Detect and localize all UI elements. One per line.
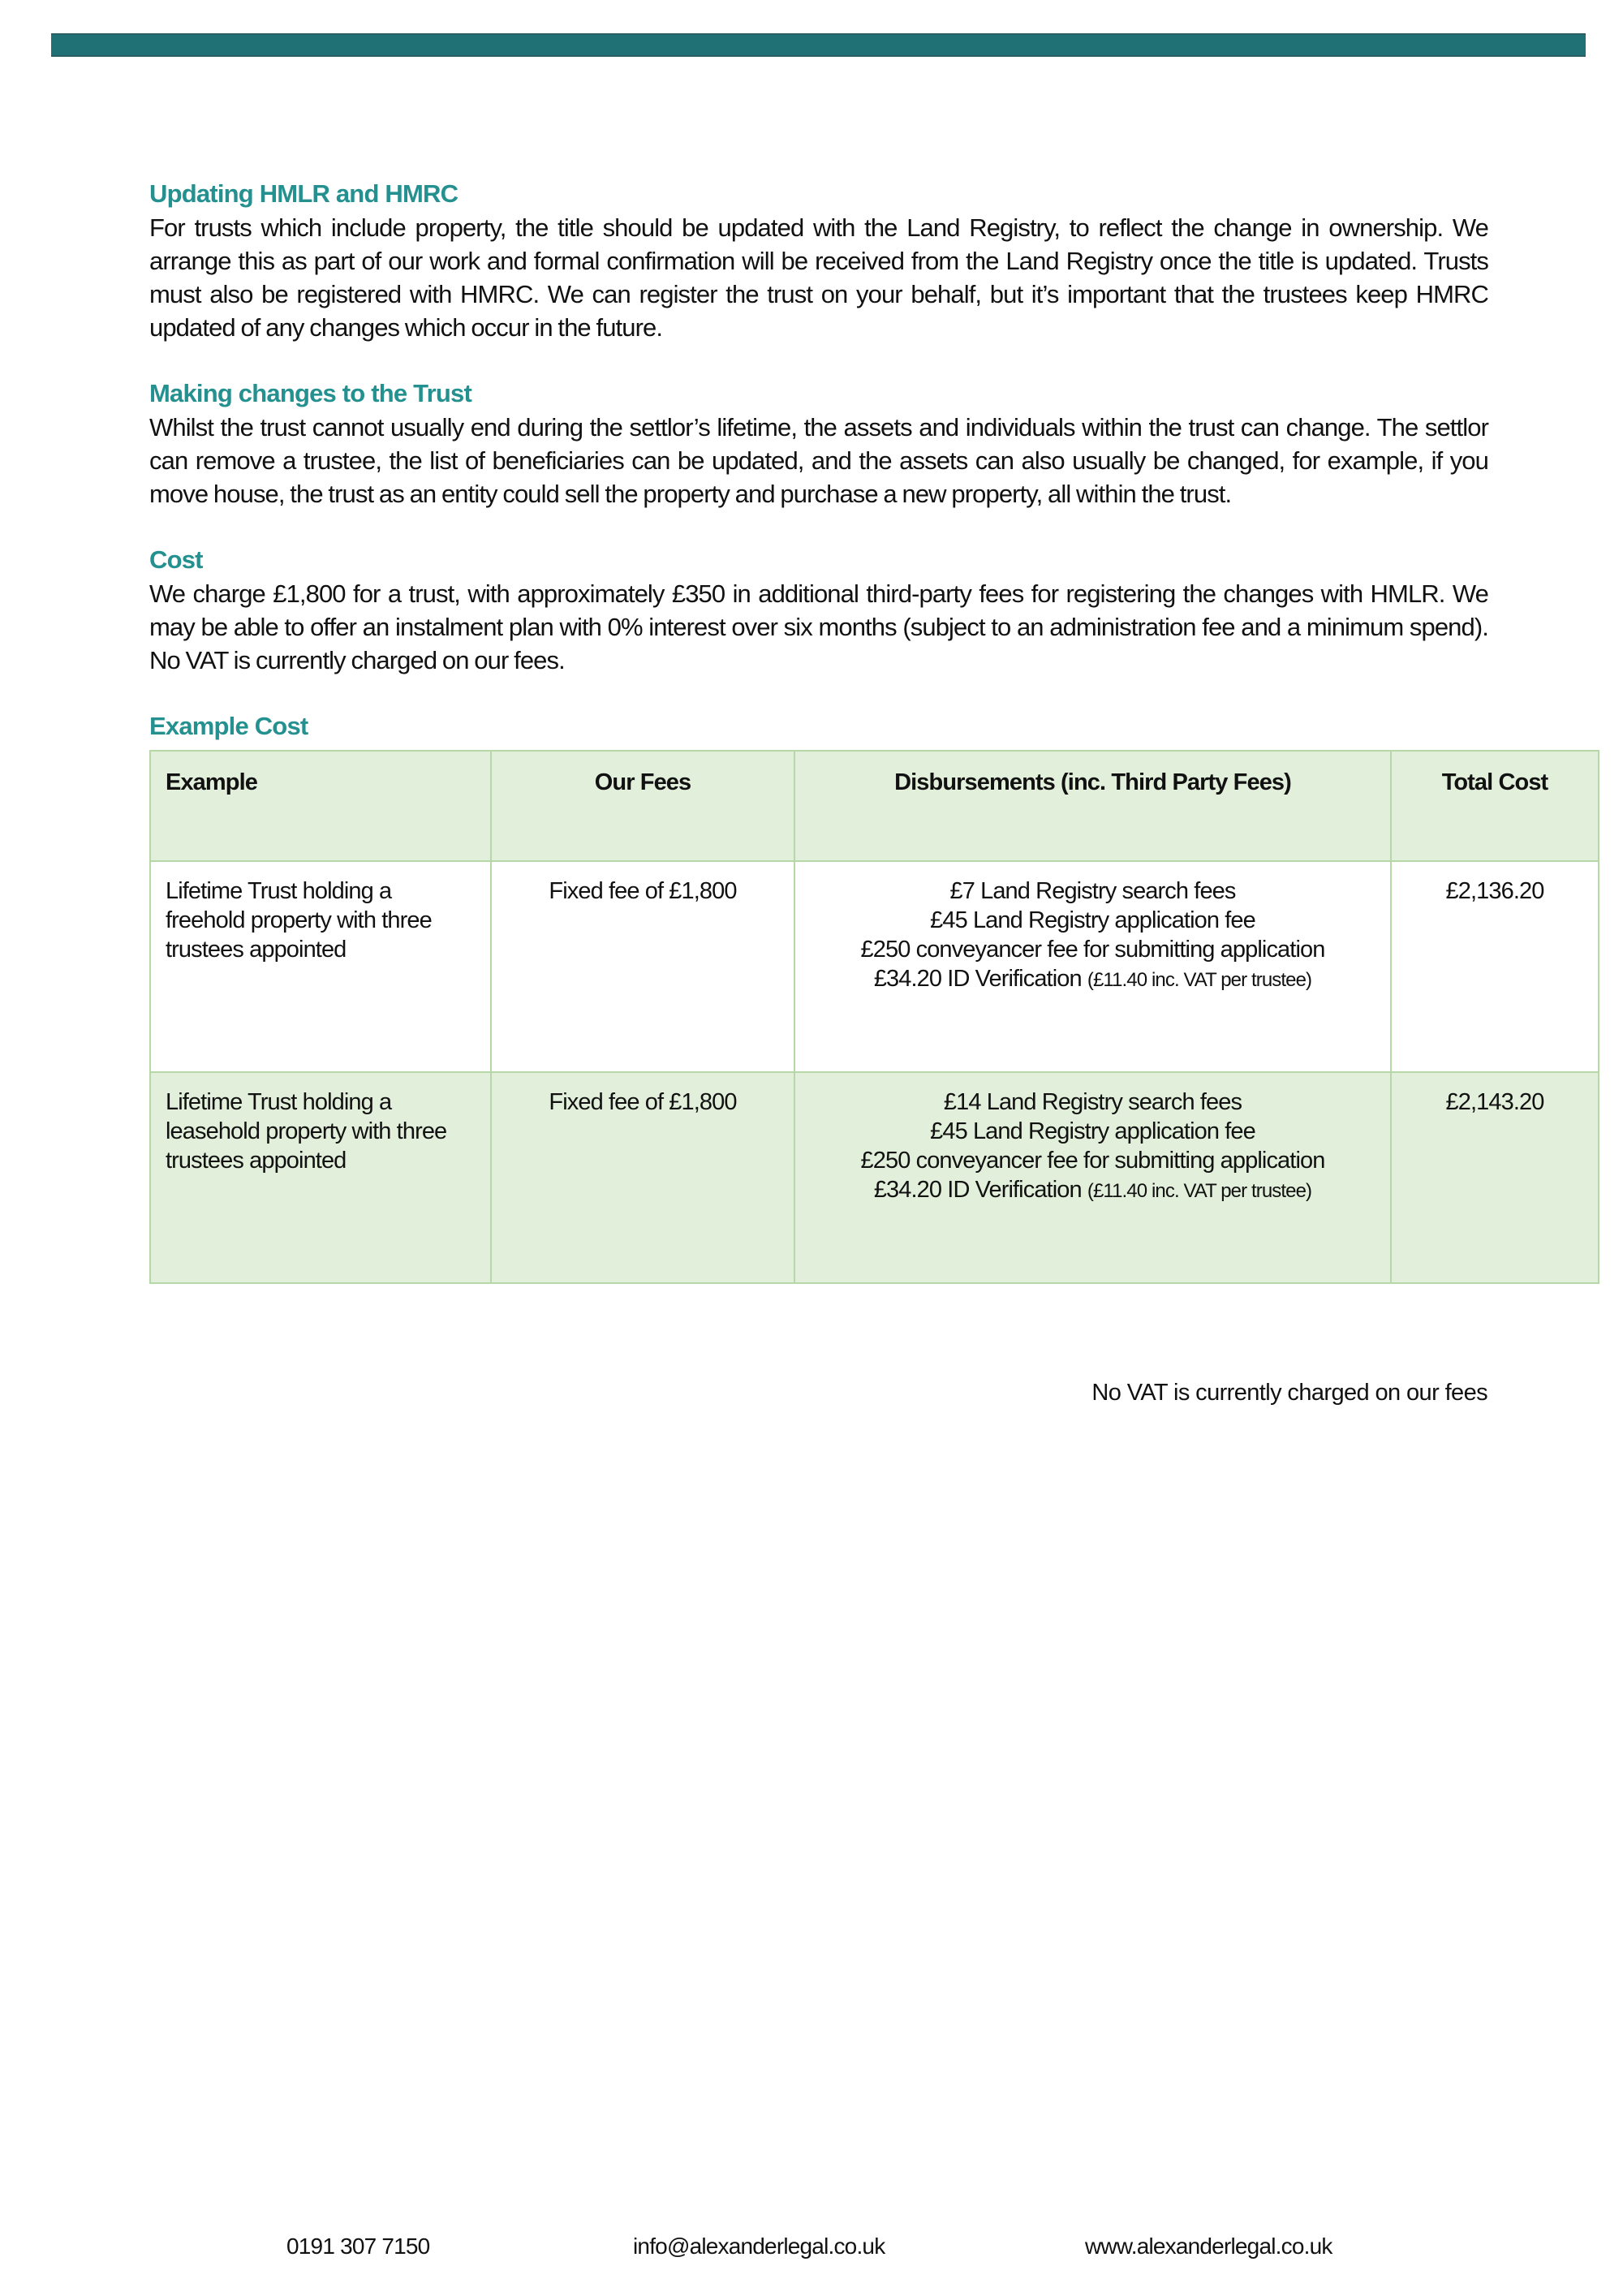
cell-disbursements [794, 861, 1391, 1072]
header-example: Example [150, 751, 491, 861]
section-title: Updating HMLR and HMRC [149, 179, 458, 208]
footer [0, 2234, 1623, 2266]
section-updating-hmlr-hmrc [149, 177, 1488, 344]
disbursement-line: £14 Land Registry search fees [943, 1089, 1242, 1115]
section-title: Making changes to the Trust [149, 379, 471, 407]
disbursement-line [810, 1175, 1375, 1206]
header-total-cost: Total Cost [1391, 751, 1599, 861]
header-our-fees: Our Fees [491, 751, 794, 861]
cell-our-fees: Fixed fee of £1,800 [491, 1072, 794, 1283]
disbursement-line: £7 Land Registry search fees [949, 878, 1236, 904]
disbursement-id-verification: £34.20 ID Verification [873, 966, 1082, 992]
header-disbursements: Disbursements (inc. Third Party Fees) [794, 751, 1391, 861]
disbursement-line [810, 964, 1375, 995]
section-body: We charge £1,800 for a trust, with approximately £350 in additional third-party fees for registering the changes with HMLR. We may be able to offer an instalment plan with 0% interest over six months (subject to an administration fee and a minimum spend). No VAT is currently charged on our fees. [149, 579, 1488, 674]
section-title: Cost [149, 545, 203, 574]
section-example-cost [149, 709, 1548, 1284]
header-accent-bar [51, 33, 1586, 57]
table-header-row [150, 751, 1599, 861]
disbursement-line: £250 conveyancer fee for submitting application [860, 1148, 1325, 1174]
section-body: Whilst the trust cannot usually end during the settlor’s lifetime, the assets and individuals within the trust can change. The settlor can remove a trustee, the list of beneficiaries can be updated, and the assets can also usually be changed, for example, if you move house, the trust as an entity could sell the property and purchase a new property, all within the trust. [149, 413, 1488, 508]
cell-disbursements [794, 1072, 1391, 1283]
section-body: For trusts which include property, the title should be updated with the Land Registry, to reflect the change in ownership. We arrange this as part of our work and formal confirmation will be received from the Land Registry once the title is updated. Trusts must also be registered with HMRC. We can register the trust on your behalf, but it’s important that the trustees keep HMRC updated of any changes which occur in the future. [149, 213, 1488, 342]
cell-total-cost: £2,136.20 [1391, 861, 1599, 1072]
example-cost-title: Example Cost [149, 712, 308, 740]
cell-our-fees: Fixed fee of £1,800 [491, 861, 794, 1072]
section-making-changes [149, 377, 1488, 510]
cell-example: Lifetime Trust holding a freehold property with three trustees appointed [150, 861, 491, 1072]
disbursement-line: £45 Land Registry application fee [930, 1118, 1255, 1144]
disbursement-line: £250 conveyancer fee for submitting application [860, 937, 1325, 963]
disbursement-note: (£11.40 inc. VAT per trustee) [1087, 1180, 1312, 1202]
footer-phone[interactable]: 0191 307 7150 [286, 2234, 430, 2259]
disbursement-line: £45 Land Registry application fee [930, 907, 1255, 933]
cell-total-cost: £2,143.20 [1391, 1072, 1599, 1283]
table-row [150, 1072, 1599, 1283]
document-content [149, 177, 1548, 1316]
footer-website-link[interactable]: www.alexanderlegal.co.uk [1085, 2234, 1332, 2259]
cell-example: Lifetime Trust holding a leasehold property with three trustees appointed [150, 1072, 491, 1283]
disbursement-note: (£11.40 inc. VAT per trustee) [1087, 969, 1312, 991]
section-cost [149, 543, 1488, 677]
footer-email-link[interactable]: info@alexanderlegal.co.uk [633, 2234, 885, 2259]
disbursement-id-verification: £34.20 ID Verification [873, 1177, 1082, 1203]
table-row [150, 861, 1599, 1072]
vat-note: No VAT is currently charged on our fees [1091, 1380, 1487, 1406]
example-cost-table [149, 750, 1599, 1284]
